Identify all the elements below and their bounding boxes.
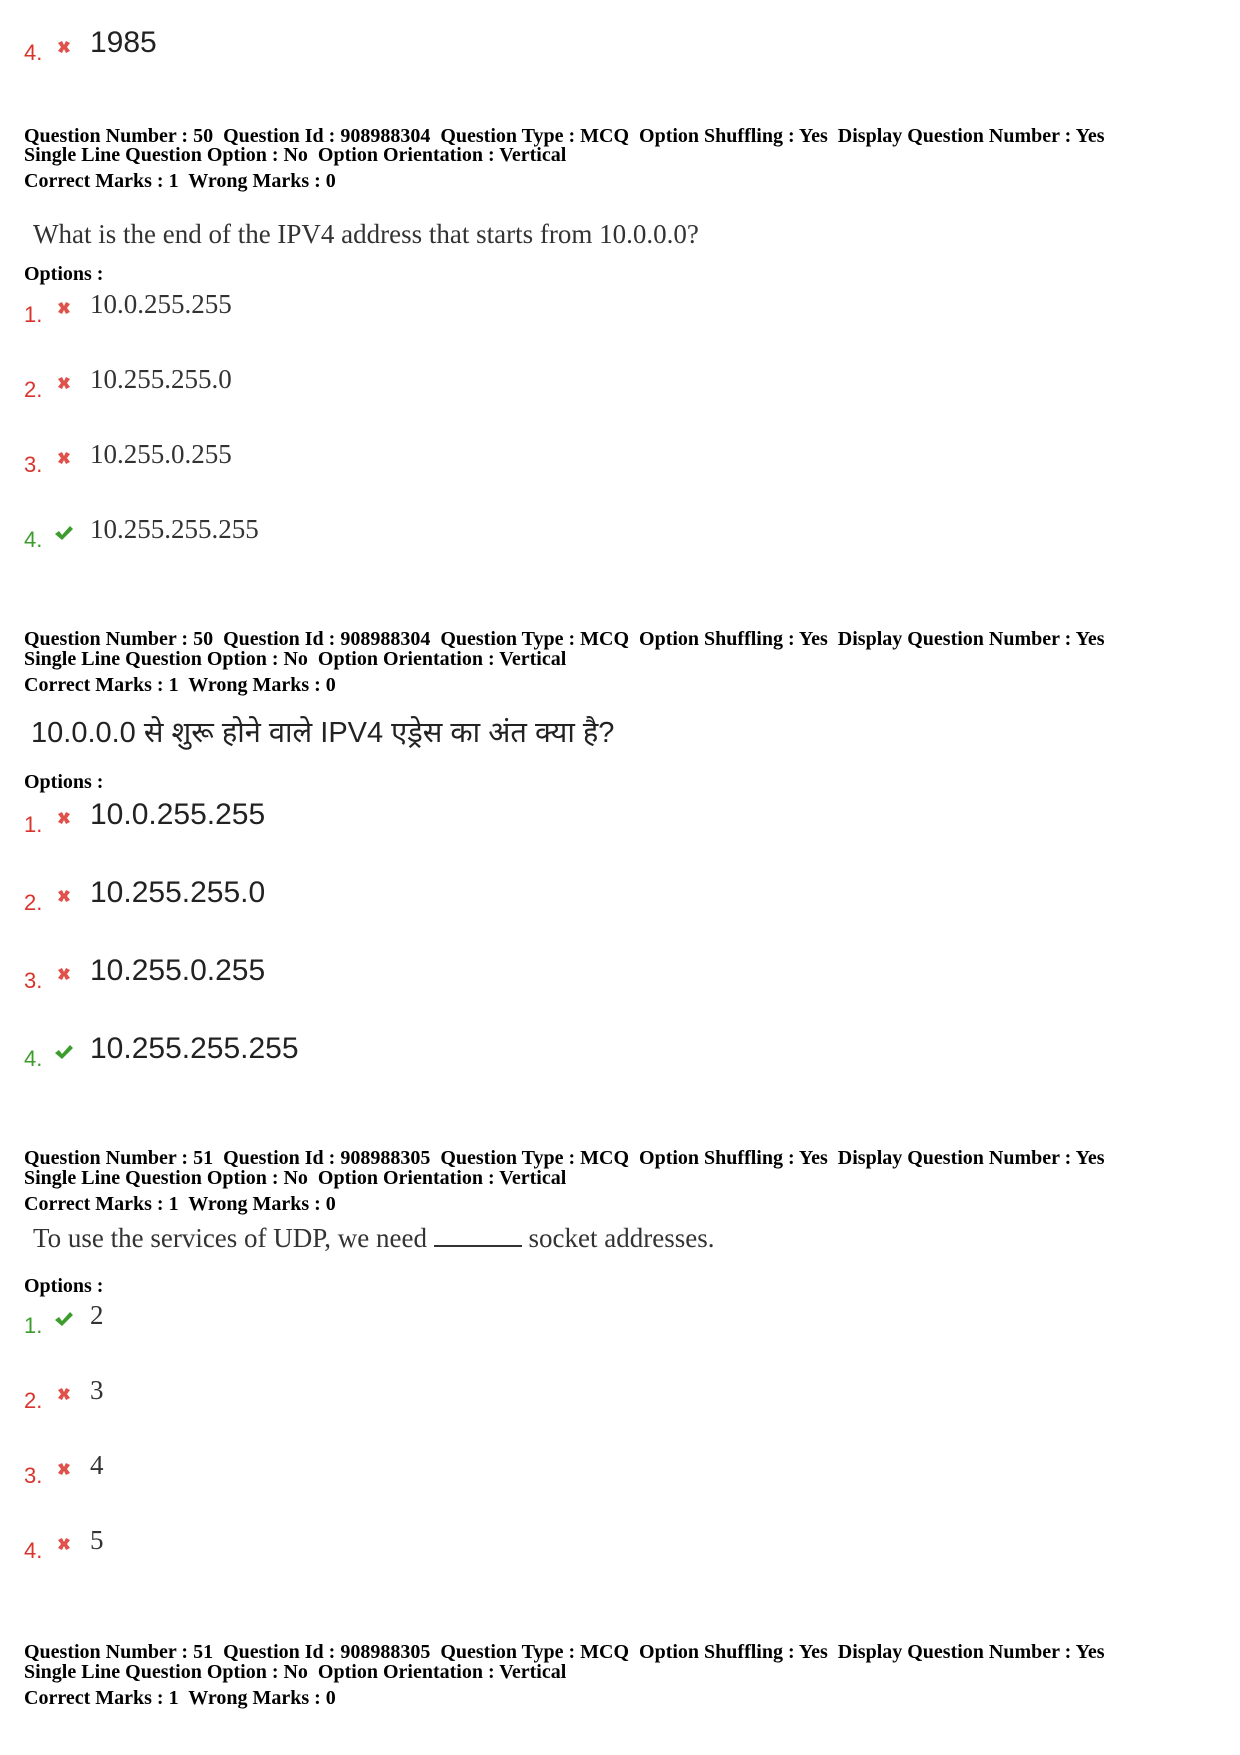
option-text: 1985 — [90, 26, 157, 59]
wrong-mark-icon — [54, 808, 74, 828]
question-meta: Question Number : 51 Question Id : 908988305 Question Type : MCQ Option Shuffling : Yes Display Question Number : Yes — [24, 1147, 1105, 1169]
option-number: 2. — [24, 377, 43, 402]
option-text: 10.255.255.255 — [90, 1032, 299, 1065]
question-text: 10.0.0.0 से शुरू होने वाले IPV4 एड्रेस का अंत क्या है? — [31, 717, 615, 749]
option-text: 4 — [90, 1450, 104, 1480]
wrong-mark-icon — [54, 1459, 74, 1479]
question-marks: Correct Marks : 1 Wrong Marks : 0 — [24, 1193, 336, 1215]
fill-in-blank — [434, 1225, 522, 1247]
option-text: 5 — [90, 1525, 104, 1555]
option-text: 10.255.255.0 — [90, 364, 232, 394]
wrong-mark-icon — [54, 298, 74, 318]
question-meta: Question Number : 51 Question Id : 908988305 Question Type : MCQ Option Shuffling : Yes Display Question Number : Yes — [24, 1641, 1105, 1663]
options-label: Options : — [24, 1275, 104, 1297]
correct-check-icon — [54, 1042, 74, 1062]
option-number: 2. — [24, 1388, 43, 1413]
correct-check-icon — [54, 523, 74, 543]
wrong-mark-icon — [54, 373, 74, 393]
option-number: 1. — [24, 1313, 43, 1338]
option-text: 10.255.255.255 — [90, 514, 259, 544]
option-text: 10.255.0.255 — [90, 954, 266, 987]
question-meta: Question Number : 50 Question Id : 908988304 Question Type : MCQ Option Shuffling : Yes Display Question Number : Yes — [24, 628, 1105, 650]
question-text-before: To use the services of UDP, we need — [33, 1223, 428, 1253]
question-text: What is the end of the IPV4 address that starts from 10.0.0.0? — [33, 219, 699, 249]
question-text — [33, 1223, 714, 1254]
option-text: 10.0.255.255 — [90, 798, 266, 831]
wrong-mark-icon — [54, 964, 74, 984]
wrong-mark-icon — [54, 1384, 74, 1404]
option-text: 3 — [90, 1375, 104, 1405]
options-label: Options : — [24, 771, 104, 793]
question-meta: Single Line Question Option : No Option Orientation : Vertical — [24, 1167, 567, 1189]
question-marks: Correct Marks : 1 Wrong Marks : 0 — [24, 674, 336, 696]
wrong-mark-icon — [54, 886, 74, 906]
question-marks: Correct Marks : 1 Wrong Marks : 0 — [24, 1687, 336, 1709]
option-text: 10.255.255.0 — [90, 876, 266, 909]
question-meta: Single Line Question Option : No Option Orientation : Vertical — [24, 144, 567, 166]
option-number: 4. — [24, 1046, 43, 1071]
wrong-mark-icon — [54, 1534, 74, 1554]
options-label: Options : — [24, 263, 104, 285]
option-number: 1. — [24, 812, 43, 837]
wrong-mark-icon — [54, 37, 74, 57]
option-text: 2 — [90, 1300, 104, 1330]
option-number: 4. — [24, 527, 43, 552]
option-number: 3. — [24, 452, 43, 477]
question-marks: Correct Marks : 1 Wrong Marks : 0 — [24, 170, 336, 192]
question-meta: Single Line Question Option : No Option Orientation : Vertical — [24, 1661, 567, 1683]
option-number: 3. — [24, 968, 43, 993]
correct-check-icon — [54, 1309, 74, 1329]
option-number: 4. — [24, 40, 43, 65]
question-text-after: socket addresses. — [528, 1223, 715, 1253]
question-meta: Question Number : 50 Question Id : 908988304 Question Type : MCQ Option Shuffling : Yes Display Question Number : Yes — [24, 125, 1105, 147]
question-meta: Single Line Question Option : No Option Orientation : Vertical — [24, 648, 567, 670]
option-number: 2. — [24, 890, 43, 915]
option-number: 4. — [24, 1538, 43, 1563]
wrong-mark-icon — [54, 448, 74, 468]
option-number: 1. — [24, 302, 43, 327]
option-text: 10.255.0.255 — [90, 439, 232, 469]
option-number: 3. — [24, 1463, 43, 1488]
option-text: 10.0.255.255 — [90, 289, 232, 319]
